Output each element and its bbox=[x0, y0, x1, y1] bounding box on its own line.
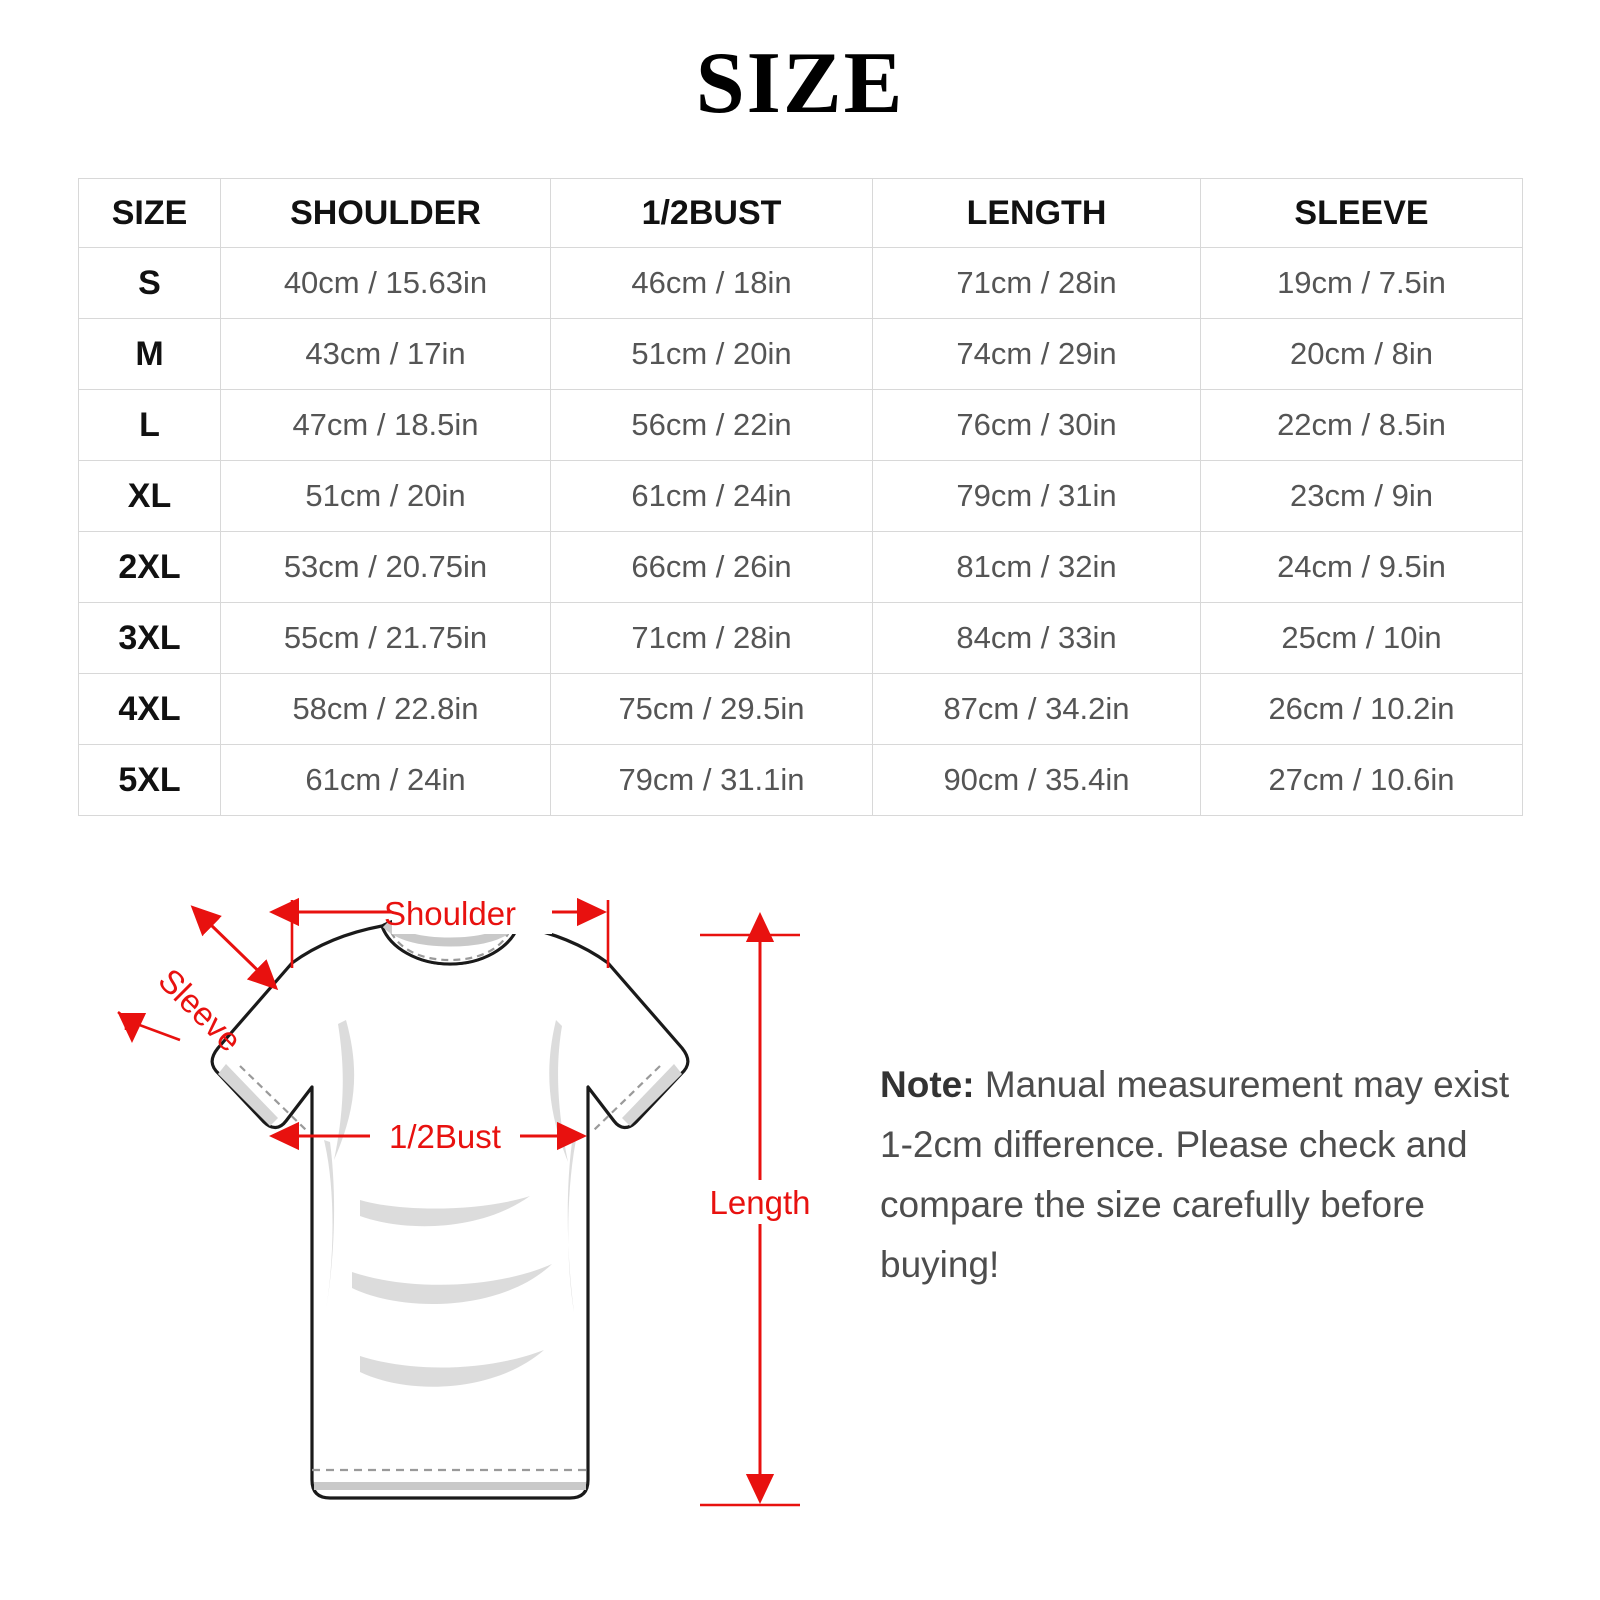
note-label: Note: bbox=[880, 1064, 975, 1105]
cell-bust: 61cm / 24in bbox=[551, 461, 873, 532]
page-title: SIZE bbox=[695, 35, 905, 132]
shoulder-label: Shoulder bbox=[383, 895, 517, 932]
cell-bust: 46cm / 18in bbox=[551, 248, 873, 319]
cell-size: 2XL bbox=[79, 532, 221, 603]
cell-length: 81cm / 32in bbox=[873, 532, 1201, 603]
cell-shoulder: 58cm / 22.8in bbox=[221, 674, 551, 745]
length-label: Length bbox=[709, 1184, 811, 1221]
tshirt-illustration bbox=[212, 914, 688, 1498]
table-row bbox=[79, 532, 1523, 603]
cell-size: S bbox=[79, 248, 221, 319]
tshirt-measurement-diagram bbox=[60, 840, 860, 1560]
note-block bbox=[880, 1055, 1540, 1295]
cell-size: 4XL bbox=[79, 674, 221, 745]
cell-length: 71cm / 28in bbox=[873, 248, 1201, 319]
cell-bust: 79cm / 31.1in bbox=[551, 745, 873, 816]
cell-size: 5XL bbox=[79, 745, 221, 816]
cell-size: XL bbox=[79, 461, 221, 532]
cell-shoulder: 61cm / 24in bbox=[221, 745, 551, 816]
cell-sleeve: 24cm / 9.5in bbox=[1201, 532, 1523, 603]
cell-sleeve: 25cm / 10in bbox=[1201, 603, 1523, 674]
cell-shoulder: 51cm / 20in bbox=[221, 461, 551, 532]
cell-length: 79cm / 31in bbox=[873, 461, 1201, 532]
cell-sleeve: 20cm / 8in bbox=[1201, 319, 1523, 390]
column-header-length: LENGTH bbox=[873, 179, 1201, 248]
cell-sleeve: 22cm / 8.5in bbox=[1201, 390, 1523, 461]
cell-size: M bbox=[79, 319, 221, 390]
table-row bbox=[79, 674, 1523, 745]
cell-bust: 71cm / 28in bbox=[551, 603, 873, 674]
cell-length: 84cm / 33in bbox=[873, 603, 1201, 674]
cell-shoulder: 47cm / 18.5in bbox=[221, 390, 551, 461]
table-row bbox=[79, 248, 1523, 319]
cell-sleeve: 26cm / 10.2in bbox=[1201, 674, 1523, 745]
cell-bust: 66cm / 26in bbox=[551, 532, 873, 603]
column-header-bust: 1/2BUST bbox=[551, 179, 873, 248]
size-chart-table bbox=[78, 178, 1523, 816]
note-text: Manual measurement may exist 1-2cm difference. Please check and compare the size carefully before buying! bbox=[880, 1064, 1510, 1285]
table-row bbox=[79, 745, 1523, 816]
cell-shoulder: 53cm / 20.75in bbox=[221, 532, 551, 603]
cell-sleeve: 19cm / 7.5in bbox=[1201, 248, 1523, 319]
cell-length: 87cm / 34.2in bbox=[873, 674, 1201, 745]
column-header-sleeve: SLEEVE bbox=[1201, 179, 1523, 248]
column-header-shoulder: SHOULDER bbox=[221, 179, 551, 248]
table-row bbox=[79, 603, 1523, 674]
cell-length: 76cm / 30in bbox=[873, 390, 1201, 461]
sleeve-label: Sleeve bbox=[151, 961, 249, 1059]
table-row bbox=[79, 390, 1523, 461]
cell-size: 3XL bbox=[79, 603, 221, 674]
cell-bust: 56cm / 22in bbox=[551, 390, 873, 461]
table-row bbox=[79, 461, 1523, 532]
cell-bust: 51cm / 20in bbox=[551, 319, 873, 390]
cell-length: 74cm / 29in bbox=[873, 319, 1201, 390]
column-header-size: SIZE bbox=[79, 179, 221, 248]
cell-sleeve: 23cm / 9in bbox=[1201, 461, 1523, 532]
cell-shoulder: 40cm / 15.63in bbox=[221, 248, 551, 319]
table-header-row bbox=[79, 179, 1523, 248]
cell-shoulder: 43cm / 17in bbox=[221, 319, 551, 390]
length-dimension bbox=[700, 935, 822, 1505]
cell-length: 90cm / 35.4in bbox=[873, 745, 1201, 816]
cell-bust: 75cm / 29.5in bbox=[551, 674, 873, 745]
cell-shoulder: 55cm / 21.75in bbox=[221, 603, 551, 674]
cell-sleeve: 27cm / 10.6in bbox=[1201, 745, 1523, 816]
cell-size: L bbox=[79, 390, 221, 461]
half-bust-label: 1/2Bust bbox=[389, 1118, 501, 1155]
table-row bbox=[79, 319, 1523, 390]
